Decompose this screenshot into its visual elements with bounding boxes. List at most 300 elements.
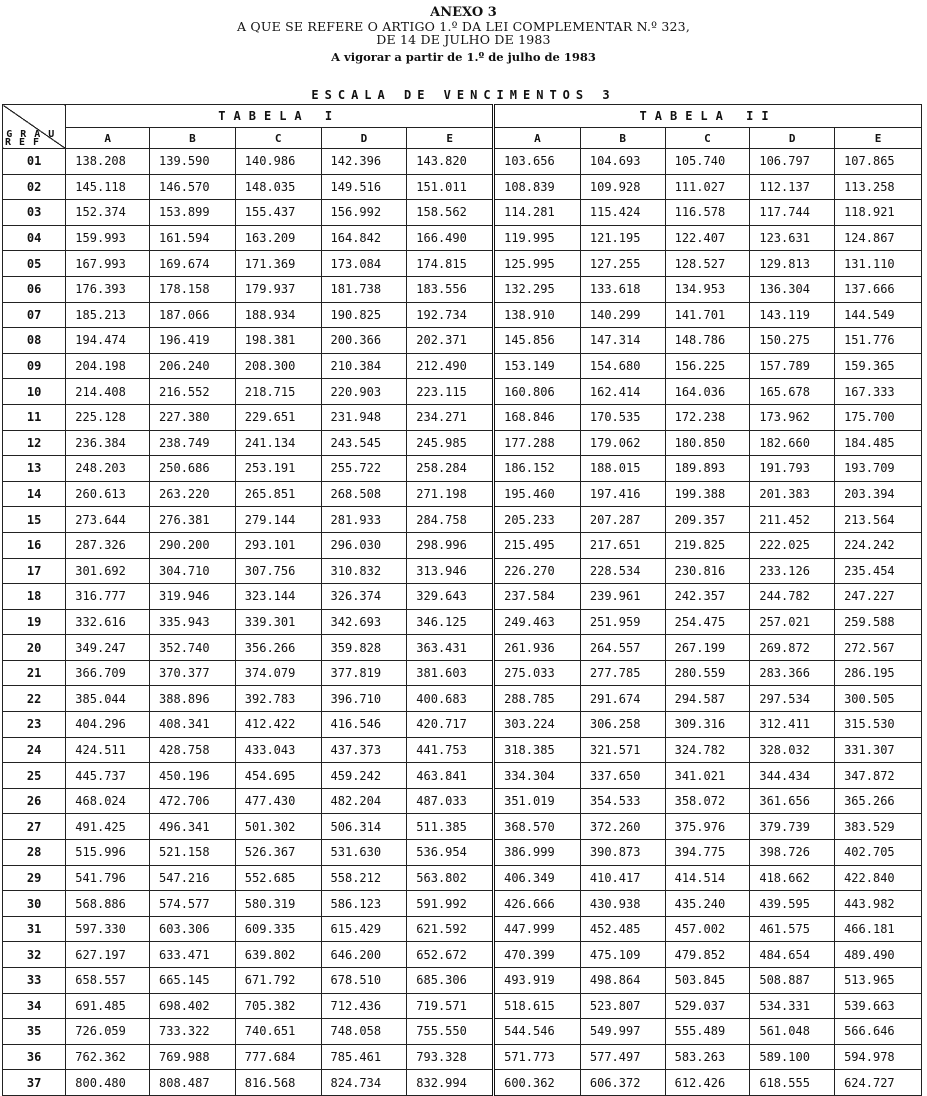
ref-cell: 35 [3,1019,66,1045]
value-cell: 428.758 [150,737,236,763]
ref-cell: 16 [3,532,66,558]
value-cell: 416.546 [321,712,407,738]
ref-label: REF [5,137,48,148]
value-cell: 174.815 [407,251,494,277]
value-cell: 658.557 [66,968,150,994]
value-cell: 219.825 [665,532,750,558]
value-cell: 117.744 [750,200,835,226]
value-cell: 229.651 [235,404,321,430]
value-cell: 227.380 [150,404,236,430]
value-cell: 189.893 [665,456,750,482]
value-cell: 310.832 [321,558,407,584]
value-cell: 163.209 [235,225,321,251]
value-cell: 197.416 [580,481,665,507]
table-body [3,149,922,1096]
value-cell: 119.995 [494,225,581,251]
value-cell: 224.242 [835,532,922,558]
value-cell: 148.035 [235,174,321,200]
value-cell: 443.982 [835,891,922,917]
value-cell: 296.030 [321,532,407,558]
value-cell: 269.872 [750,635,835,661]
value-cell: 222.025 [750,532,835,558]
value-cell: 574.577 [150,891,236,917]
value-cell: 544.546 [494,1019,581,1045]
value-cell: 201.383 [750,481,835,507]
value-cell: 312.411 [750,712,835,738]
value-cell: 170.535 [580,404,665,430]
value-cell: 172.238 [665,404,750,430]
value-cell: 334.304 [494,763,581,789]
table-row [3,865,922,891]
value-cell: 179.937 [235,276,321,302]
value-cell: 388.896 [150,686,236,712]
value-cell: 144.549 [835,302,922,328]
value-cell: 139.590 [150,149,236,175]
table-row [3,251,922,277]
value-cell: 199.388 [665,481,750,507]
value-cell: 307.756 [235,558,321,584]
ref-cell: 03 [3,200,66,226]
ref-cell: 14 [3,481,66,507]
value-cell: 394.775 [665,840,750,866]
value-cell: 665.145 [150,968,236,994]
table-row [3,430,922,456]
value-cell: 406.349 [494,865,581,891]
value-cell: 241.134 [235,430,321,456]
ref-cell: 36 [3,1044,66,1070]
value-cell: 207.287 [580,507,665,533]
value-cell: 422.840 [835,865,922,891]
value-cell: 337.650 [580,763,665,789]
value-cell: 468.024 [66,788,150,814]
value-cell: 121.195 [580,225,665,251]
value-cell: 260.613 [66,481,150,507]
table-row [3,891,922,917]
grade-header-tabela-ii-d: D [750,128,835,149]
value-cell: 400.683 [407,686,494,712]
value-cell: 470.399 [494,942,581,968]
value-cell: 414.514 [665,865,750,891]
value-cell: 529.037 [665,993,750,1019]
value-cell: 435.240 [665,891,750,917]
value-cell: 192.734 [407,302,494,328]
value-cell: 276.381 [150,507,236,533]
value-cell: 463.841 [407,763,494,789]
value-cell: 309.316 [665,712,750,738]
value-cell: 128.527 [665,251,750,277]
value-cell: 424.511 [66,737,150,763]
value-cell: 618.555 [750,1070,835,1096]
value-cell: 162.414 [580,379,665,405]
value-cell: 561.048 [750,1019,835,1045]
value-cell: 615.429 [321,916,407,942]
value-cell: 196.419 [150,328,236,354]
value-cell: 606.372 [580,1070,665,1096]
value-cell: 145.856 [494,328,581,354]
value-cell: 220.903 [321,379,407,405]
value-cell: 271.198 [407,481,494,507]
table-row [3,456,922,482]
value-cell: 552.685 [235,865,321,891]
value-cell: 218.715 [235,379,321,405]
scale-title: ESCALA DE VENCIMENTOS 3 [311,88,616,102]
value-cell: 472.706 [150,788,236,814]
value-cell: 290.200 [150,532,236,558]
table-row [3,276,922,302]
value-cell: 212.490 [407,353,494,379]
value-cell: 137.666 [835,276,922,302]
value-cell: 261.936 [494,635,581,661]
ref-cell: 29 [3,865,66,891]
value-cell: 450.196 [150,763,236,789]
value-cell: 323.144 [235,584,321,610]
value-cell: 247.227 [835,584,922,610]
grade-header-tabela-i-c: C [235,128,321,149]
grade-header-tabela-ii-a: A [494,128,581,149]
value-cell: 145.118 [66,174,150,200]
value-cell: 273.644 [66,507,150,533]
value-cell: 118.921 [835,200,922,226]
value-cell: 169.674 [150,251,236,277]
value-cell: 363.431 [407,635,494,661]
value-cell: 513.965 [835,968,922,994]
table-row [3,404,922,430]
value-cell: 213.564 [835,507,922,533]
value-cell: 479.852 [665,942,750,968]
value-cell: 491.425 [66,814,150,840]
table-row [3,916,922,942]
value-cell: 123.631 [750,225,835,251]
value-cell: 153.149 [494,353,581,379]
value-cell: 466.181 [835,916,922,942]
value-cell: 294.587 [665,686,750,712]
value-cell: 253.191 [235,456,321,482]
table-row [3,609,922,635]
ref-cell: 07 [3,302,66,328]
value-cell: 594.978 [835,1044,922,1070]
value-cell: 223.115 [407,379,494,405]
value-cell: 484.654 [750,942,835,968]
value-cell: 186.152 [494,456,581,482]
value-cell: 521.158 [150,840,236,866]
value-cell: 726.059 [66,1019,150,1045]
value-cell: 372.260 [580,814,665,840]
grade-header-tabela-i-e: E [407,128,494,149]
ref-cell: 09 [3,353,66,379]
value-cell: 158.562 [407,200,494,226]
value-cell: 284.758 [407,507,494,533]
value-cell: 104.693 [580,149,665,175]
value-cell: 226.270 [494,558,581,584]
value-cell: 404.296 [66,712,150,738]
value-cell: 288.785 [494,686,581,712]
value-cell: 138.208 [66,149,150,175]
value-cell: 586.123 [321,891,407,917]
value-cell: 534.331 [750,993,835,1019]
value-cell: 264.557 [580,635,665,661]
value-cell: 374.079 [235,660,321,686]
value-cell: 506.314 [321,814,407,840]
table-row [3,814,922,840]
value-cell: 211.452 [750,507,835,533]
value-cell: 191.793 [750,456,835,482]
value-cell: 160.806 [494,379,581,405]
value-cell: 452.485 [580,916,665,942]
ref-cell: 33 [3,968,66,994]
value-cell: 243.545 [321,430,407,456]
table-row [3,584,922,610]
value-cell: 248.203 [66,456,150,482]
value-cell: 291.674 [580,686,665,712]
table-row [3,174,922,200]
value-cell: 461.575 [750,916,835,942]
value-cell: 498.864 [580,968,665,994]
value-cell: 177.288 [494,430,581,456]
value-cell: 328.032 [750,737,835,763]
value-cell: 154.680 [580,353,665,379]
value-cell: 381.603 [407,660,494,686]
value-cell: 180.850 [665,430,750,456]
value-cell: 329.643 [407,584,494,610]
ref-cell: 08 [3,328,66,354]
table-row [3,660,922,686]
value-cell: 236.384 [66,430,150,456]
value-cell: 146.570 [150,174,236,200]
value-cell: 205.233 [494,507,581,533]
value-cell: 447.999 [494,916,581,942]
value-cell: 175.700 [835,404,922,430]
value-cell: 541.796 [66,865,150,891]
value-cell: 383.529 [835,814,922,840]
value-cell: 571.773 [494,1044,581,1070]
value-cell: 149.516 [321,174,407,200]
value-cell: 377.819 [321,660,407,686]
value-cell: 496.341 [150,814,236,840]
table-row [3,635,922,661]
value-cell: 140.299 [580,302,665,328]
value-cell: 489.490 [835,942,922,968]
value-cell: 441.753 [407,737,494,763]
value-cell: 166.490 [407,225,494,251]
ref-cell: 05 [3,251,66,277]
value-cell: 733.322 [150,1019,236,1045]
value-cell: 361.656 [750,788,835,814]
value-cell: 233.126 [750,558,835,584]
value-cell: 508.887 [750,968,835,994]
value-cell: 293.101 [235,532,321,558]
value-cell: 493.919 [494,968,581,994]
ref-cell: 25 [3,763,66,789]
value-cell: 487.033 [407,788,494,814]
value-cell: 583.263 [665,1044,750,1070]
value-cell: 178.158 [150,276,236,302]
value-cell: 396.710 [321,686,407,712]
ref-cell: 02 [3,174,66,200]
value-cell: 719.571 [407,993,494,1019]
value-cell: 331.307 [835,737,922,763]
value-cell: 379.739 [750,814,835,840]
value-cell: 210.384 [321,353,407,379]
value-cell: 161.594 [150,225,236,251]
value-cell: 816.568 [235,1070,321,1096]
value-cell: 206.240 [150,353,236,379]
value-cell: 591.992 [407,891,494,917]
value-cell: 454.695 [235,763,321,789]
value-cell: 124.867 [835,225,922,251]
ref-cell: 13 [3,456,66,482]
value-cell: 230.816 [665,558,750,584]
value-cell: 402.705 [835,840,922,866]
value-cell: 366.709 [66,660,150,686]
grau-label: GRAU [6,129,63,140]
value-cell: 251.959 [580,609,665,635]
ref-cell: 10 [3,379,66,405]
value-cell: 577.497 [580,1044,665,1070]
value-cell: 153.899 [150,200,236,226]
value-cell: 114.281 [494,200,581,226]
value-cell: 531.630 [321,840,407,866]
table-row [3,686,922,712]
value-cell: 515.996 [66,840,150,866]
ref-cell: 17 [3,558,66,584]
value-cell: 352.740 [150,635,236,661]
table-row [3,558,922,584]
value-cell: 319.946 [150,584,236,610]
ref-cell: 34 [3,993,66,1019]
value-cell: 143.119 [750,302,835,328]
value-cell: 793.328 [407,1044,494,1070]
grade-header-tabela-i-b: B [150,128,236,149]
value-cell: 365.266 [835,788,922,814]
value-cell: 277.785 [580,660,665,686]
value-cell: 342.693 [321,609,407,635]
value-cell: 359.828 [321,635,407,661]
table-row [3,1044,922,1070]
ref-cell: 31 [3,916,66,942]
value-cell: 375.976 [665,814,750,840]
value-cell: 167.993 [66,251,150,277]
value-cell: 332.616 [66,609,150,635]
value-cell: 216.552 [150,379,236,405]
value-cell: 621.592 [407,916,494,942]
value-cell: 194.474 [66,328,150,354]
value-cell: 203.394 [835,481,922,507]
value-cell: 204.198 [66,353,150,379]
value-cell: 437.373 [321,737,407,763]
value-cell: 122.407 [665,225,750,251]
grade-header-tabela-ii-c: C [665,128,750,149]
value-cell: 127.255 [580,251,665,277]
value-cell: 390.873 [580,840,665,866]
table-row [3,532,922,558]
table-row [3,1019,922,1045]
value-cell: 147.314 [580,328,665,354]
value-cell: 418.662 [750,865,835,891]
value-cell: 214.408 [66,379,150,405]
ref-cell: 30 [3,891,66,917]
value-cell: 173.962 [750,404,835,430]
table-row [3,840,922,866]
value-cell: 242.357 [665,584,750,610]
value-cell: 125.995 [494,251,581,277]
value-cell: 652.672 [407,942,494,968]
grade-header-tabela-ii-e: E [835,128,922,149]
value-cell: 283.366 [750,660,835,686]
ref-cell: 21 [3,660,66,686]
value-cell: 475.109 [580,942,665,968]
document-header [0,0,927,63]
value-cell: 179.062 [580,430,665,456]
value-cell: 536.954 [407,840,494,866]
value-cell: 335.943 [150,609,236,635]
value-cell: 354.533 [580,788,665,814]
table-row [3,507,922,533]
value-cell: 185.213 [66,302,150,328]
value-cell: 368.570 [494,814,581,840]
value-cell: 150.275 [750,328,835,354]
value-cell: 433.043 [235,737,321,763]
value-cell: 109.928 [580,174,665,200]
value-cell: 279.144 [235,507,321,533]
value-cell: 198.381 [235,328,321,354]
grade-header-tabela-i-a: A [66,128,150,149]
value-cell: 671.792 [235,968,321,994]
value-cell: 324.782 [665,737,750,763]
value-cell: 300.505 [835,686,922,712]
value-cell: 609.335 [235,916,321,942]
value-cell: 142.396 [321,149,407,175]
value-cell: 157.789 [750,353,835,379]
value-cell: 250.686 [150,456,236,482]
value-cell: 244.782 [750,584,835,610]
value-cell: 712.436 [321,993,407,1019]
value-cell: 148.786 [665,328,750,354]
value-cell: 459.242 [321,763,407,789]
value-cell: 281.933 [321,507,407,533]
table-row [3,993,922,1019]
value-cell: 245.985 [407,430,494,456]
value-cell: 624.727 [835,1070,922,1096]
value-cell: 195.460 [494,481,581,507]
ref-cell: 26 [3,788,66,814]
value-cell: 129.813 [750,251,835,277]
value-cell: 116.578 [665,200,750,226]
value-cell: 346.125 [407,609,494,635]
value-cell: 275.033 [494,660,581,686]
value-cell: 549.997 [580,1019,665,1045]
grade-header-tabela-ii-b: B [580,128,665,149]
value-cell: 303.224 [494,712,581,738]
value-cell: 755.550 [407,1019,494,1045]
value-cell: 231.948 [321,404,407,430]
value-cell: 239.961 [580,584,665,610]
value-cell: 190.825 [321,302,407,328]
ref-cell: 32 [3,942,66,968]
value-cell: 155.437 [235,200,321,226]
value-cell: 420.717 [407,712,494,738]
value-cell: 152.374 [66,200,150,226]
law-reference-line2: DE 14 DE JULHO DE 1983 [376,31,551,47]
tabela-i-header: TABELA I [66,105,494,128]
ref-cell: 27 [3,814,66,840]
value-cell: 518.615 [494,993,581,1019]
tabela-ii-header: TABELA II [494,105,922,128]
value-cell: 762.362 [66,1044,150,1070]
table-row [3,225,922,251]
table-row [3,788,922,814]
value-cell: 558.212 [321,865,407,891]
table-row [3,481,922,507]
